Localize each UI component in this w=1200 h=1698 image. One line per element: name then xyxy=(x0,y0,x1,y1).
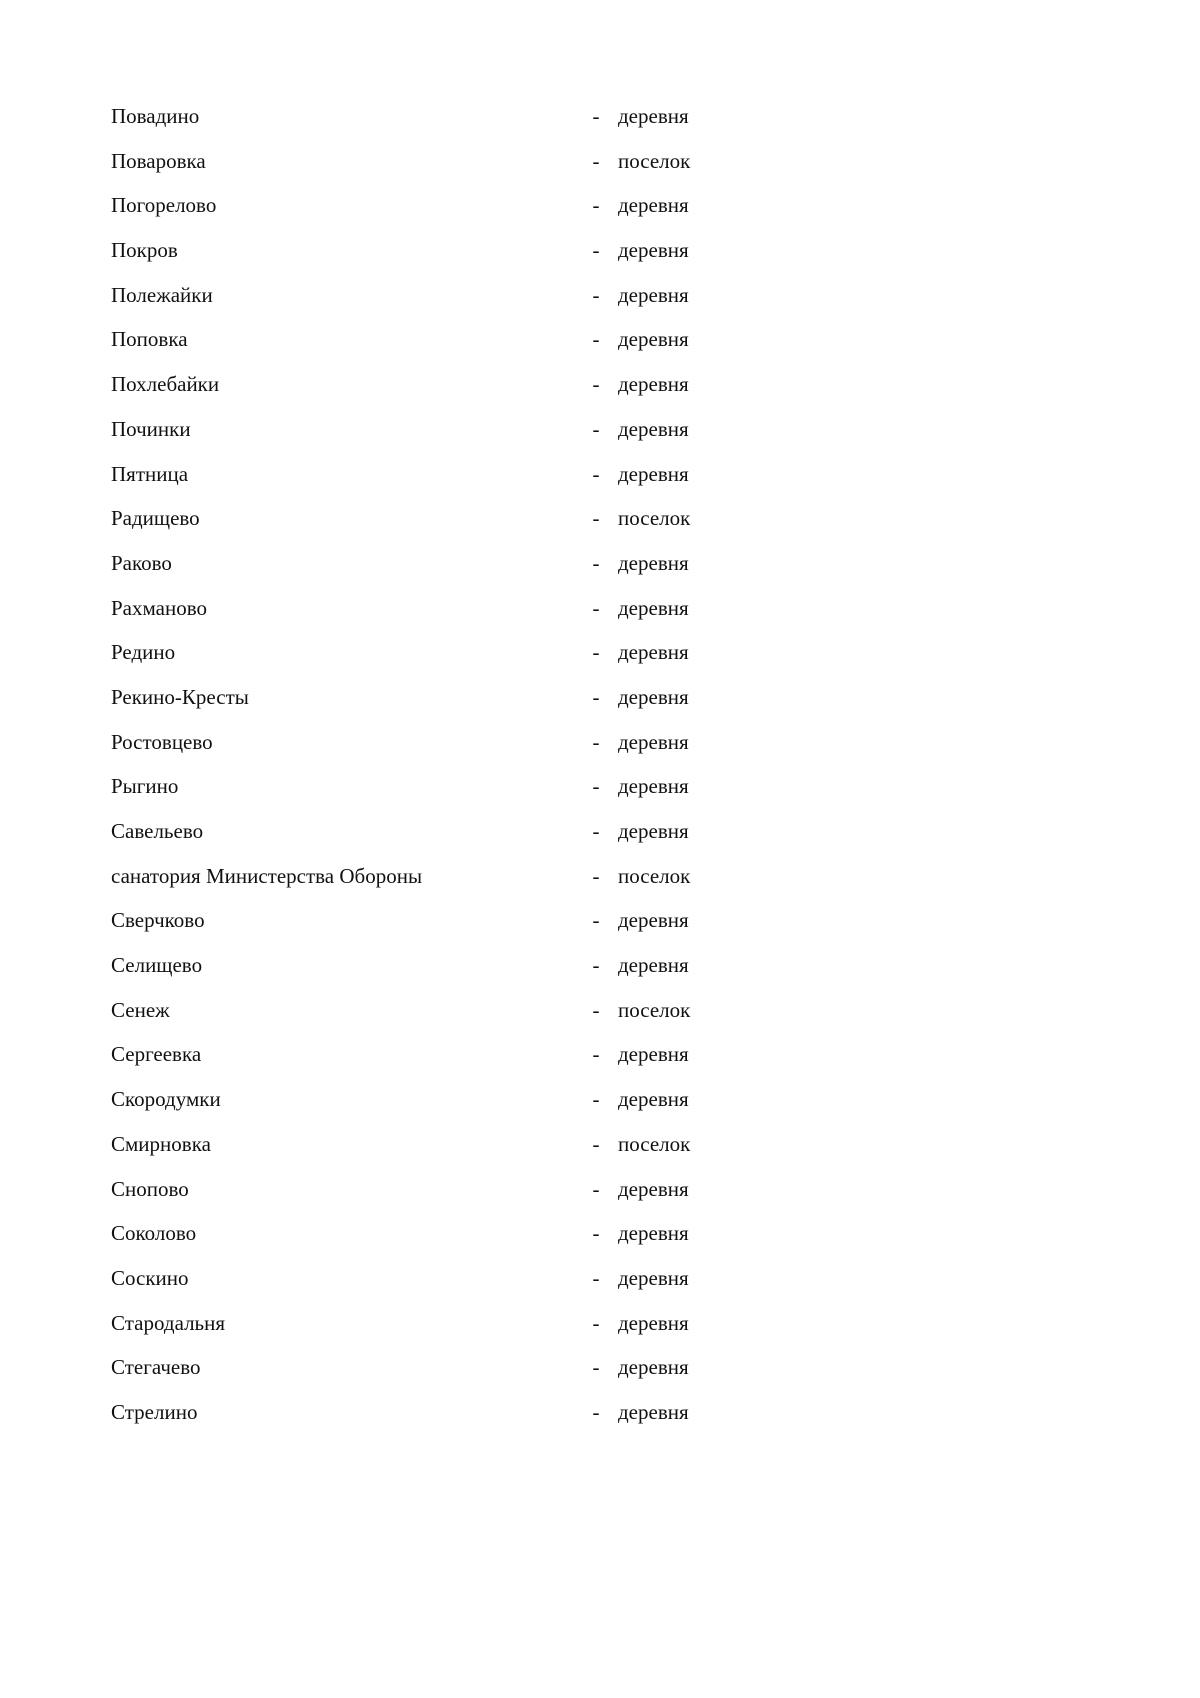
settlement-name: Радищево xyxy=(111,506,200,531)
separator-dash: - xyxy=(592,238,600,263)
settlement-name: Починки xyxy=(111,416,191,441)
settlement-type: деревня xyxy=(618,1042,689,1067)
list-item xyxy=(111,1084,731,1129)
settlement-name: Сенеж xyxy=(111,997,170,1022)
separator-dash: - xyxy=(592,997,600,1022)
list-item xyxy=(111,101,731,146)
separator-dash: - xyxy=(592,1265,600,1290)
list-item xyxy=(111,1039,731,1084)
separator-dash: - xyxy=(592,1176,600,1201)
separator-dash: - xyxy=(592,282,600,307)
settlement-type: деревня xyxy=(618,640,689,665)
settlement-name: Погорелово xyxy=(111,193,217,218)
settlement-name: Сверчково xyxy=(111,908,205,933)
settlement-name: Селищево xyxy=(111,953,203,978)
settlement-type: деревня xyxy=(618,729,689,754)
settlement-type: деревня xyxy=(618,1176,689,1201)
settlement-name: Соколово xyxy=(111,1221,197,1246)
settlement-type: деревня xyxy=(618,327,689,352)
settlement-name: Рыгино xyxy=(111,774,179,799)
separator-dash: - xyxy=(592,506,600,531)
separator-dash: - xyxy=(592,327,600,352)
settlement-type: деревня xyxy=(618,416,689,441)
list-item xyxy=(111,503,731,548)
settlement-type: деревня xyxy=(618,953,689,978)
separator-dash: - xyxy=(592,595,600,620)
list-item xyxy=(111,146,731,191)
settlement-name: Редино xyxy=(111,640,176,665)
settlement-name: Ростовцево xyxy=(111,729,213,754)
separator-dash: - xyxy=(592,104,600,128)
settlement-type: деревня xyxy=(618,1399,689,1424)
list-item xyxy=(111,1308,731,1353)
list-item xyxy=(111,1218,731,1263)
settlement-name: Стегачево xyxy=(111,1355,201,1380)
list-item xyxy=(111,861,731,906)
list-item xyxy=(111,1263,731,1308)
settlement-type: поселок xyxy=(618,506,691,531)
settlement-type: деревня xyxy=(618,595,689,620)
settlement-type: деревня xyxy=(618,1221,689,1246)
list-item xyxy=(111,682,731,727)
settlement-type: деревня xyxy=(618,819,689,843)
list-item xyxy=(111,459,731,504)
list-item xyxy=(111,727,731,772)
settlement-name: Скородумки xyxy=(111,1087,221,1112)
separator-dash: - xyxy=(592,1310,600,1335)
list-item xyxy=(111,950,731,995)
list-item xyxy=(111,637,731,682)
list-item xyxy=(111,280,731,325)
settlement-type: поселок xyxy=(618,148,691,173)
settlement-name: Раково xyxy=(111,550,172,575)
list-item xyxy=(111,771,731,816)
list-item xyxy=(111,816,731,861)
settlement-name: Полежайки xyxy=(111,282,213,307)
settlement-name: Снопово xyxy=(111,1176,189,1201)
settlement-type: поселок xyxy=(618,863,691,888)
settlement-name: Савельево xyxy=(111,819,204,843)
settlement-type: деревня xyxy=(618,238,689,263)
list-item xyxy=(111,1352,731,1397)
separator-dash: - xyxy=(592,684,600,709)
separator-dash: - xyxy=(592,1221,600,1246)
settlement-name: Пятница xyxy=(111,461,189,486)
settlement-type: деревня xyxy=(618,550,689,575)
separator-dash: - xyxy=(592,640,600,665)
separator-dash: - xyxy=(592,774,600,799)
separator-dash: - xyxy=(592,416,600,441)
list-item xyxy=(111,369,731,414)
settlement-name: Стрелино xyxy=(111,1399,198,1424)
separator-dash: - xyxy=(592,729,600,754)
list-item xyxy=(111,414,731,459)
settlement-list xyxy=(111,101,731,1442)
separator-dash: - xyxy=(592,372,600,397)
settlement-type: деревня xyxy=(618,1265,689,1290)
settlement-type: деревня xyxy=(618,684,689,709)
settlement-name: Покров xyxy=(111,238,178,263)
settlement-name: Поповка xyxy=(111,327,188,352)
settlement-type: деревня xyxy=(618,193,689,218)
list-item xyxy=(111,548,731,593)
settlement-name: Рекино-Кресты xyxy=(111,684,249,709)
separator-dash: - xyxy=(592,908,600,933)
list-item xyxy=(111,324,731,369)
settlement-name: Поваровка xyxy=(111,148,206,173)
settlement-type: деревня xyxy=(618,461,689,486)
list-item xyxy=(111,905,731,950)
settlement-type: деревня xyxy=(618,372,689,397)
list-item xyxy=(111,1129,731,1174)
list-item xyxy=(111,190,731,235)
settlement-type: деревня xyxy=(618,1355,689,1380)
settlement-name: Похлебайки xyxy=(111,372,220,397)
settlement-type: деревня xyxy=(618,774,689,799)
separator-dash: - xyxy=(592,1042,600,1067)
settlement-name: Повадино xyxy=(111,104,200,128)
settlement-name: Сергеевка xyxy=(111,1042,202,1067)
settlement-type: деревня xyxy=(618,282,689,307)
separator-dash: - xyxy=(592,863,600,888)
settlement-type: деревня xyxy=(618,104,689,128)
separator-dash: - xyxy=(592,550,600,575)
settlement-type: поселок xyxy=(618,997,691,1022)
separator-dash: - xyxy=(592,193,600,218)
separator-dash: - xyxy=(592,461,600,486)
list-item xyxy=(111,1174,731,1219)
settlement-name: Смирновка xyxy=(111,1131,211,1156)
settlement-type: деревня xyxy=(618,1310,689,1335)
separator-dash: - xyxy=(592,1131,600,1156)
settlement-name: Стародальня xyxy=(111,1310,226,1335)
list-item xyxy=(111,593,731,638)
settlement-name: Рахманово xyxy=(111,595,207,620)
list-item xyxy=(111,235,731,280)
separator-dash: - xyxy=(592,1399,600,1424)
list-item xyxy=(111,995,731,1040)
settlement-type: деревня xyxy=(618,1087,689,1112)
settlement-name: Соскино xyxy=(111,1265,189,1290)
separator-dash: - xyxy=(592,819,600,843)
settlement-type: деревня xyxy=(618,908,689,933)
separator-dash: - xyxy=(592,953,600,978)
list-item xyxy=(111,1397,731,1442)
settlement-name: санатория Министерства Обороны xyxy=(111,863,423,888)
settlement-type: поселок xyxy=(618,1131,691,1156)
separator-dash: - xyxy=(592,1355,600,1380)
separator-dash: - xyxy=(592,1087,600,1112)
separator-dash: - xyxy=(592,148,600,173)
